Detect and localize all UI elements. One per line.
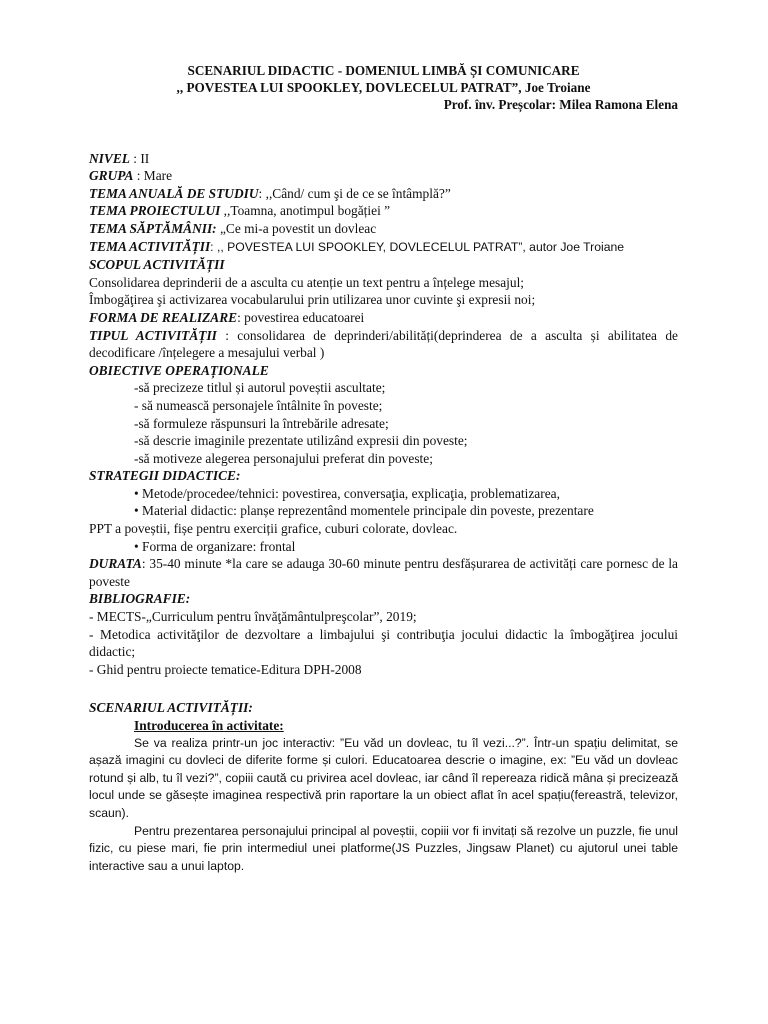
- field-label: FORMA DE REALIZARE: [89, 309, 238, 325]
- field-value: : ,, POVESTEA LUI SPOOKLEY, DOVLECELUL PATRAT”, autor Joe Troiane: [210, 239, 625, 254]
- field-value: ,,Toamna, anotimpul bogăției ”: [220, 203, 391, 219]
- strategii-item: • Metode/procedee/tehnici: povestirea, conversaţia, explicaţia, problematizarea,: [134, 485, 560, 501]
- strategii-item: • Material didactic: planșe reprezentând momentele principale din poveste, prezentare: [134, 503, 594, 519]
- strategii-heading: STRATEGII DIDACTICE:: [89, 468, 241, 484]
- obiectiv-item: - să numească personajele întâlnite în poveste;: [134, 397, 383, 413]
- document-title: SCENARIUL DIDACTIC - DOMENIUL LIMBĂ ȘI COMUNICARE: [187, 63, 580, 78]
- obiectiv-item: -să precizeze titlul și autorul poveștii ascultate;: [134, 380, 386, 396]
- strategii-item: • Forma de organizare: frontal: [134, 538, 296, 554]
- document-body: [89, 62, 678, 875]
- field-value: „Ce mi-a povestit un dovleac: [216, 220, 377, 236]
- obiectiv-item: -să motiveze alegerea personajului preferat din poveste;: [134, 450, 433, 466]
- obiectiv-item: -să descrie imaginile prezentate utilizând expresii din poveste;: [134, 433, 468, 449]
- scenariu-subheading: Introducerea în activitate:: [134, 718, 284, 734]
- field-nivel: [89, 150, 678, 168]
- field-value: : Mare: [133, 168, 173, 184]
- bibliografie-item: - MECTS-„Curriculum pentru învăţământulpreşcolar”, 2019;: [89, 609, 417, 625]
- field-tema-saptamanii: [89, 220, 678, 238]
- field-forma: [89, 309, 678, 327]
- field-durata: [89, 555, 678, 590]
- bibliografie-heading: BIBLIOGRAFIE:: [89, 591, 191, 607]
- field-tema-proiect: [89, 202, 678, 220]
- field-label: TEMA SĂPTĂMÂNII:: [89, 220, 217, 236]
- field-label: GRUPA: [89, 168, 134, 184]
- strategii-item-cont: PPT a poveștii, fișe pentru exerciții grafice, cuburi colorate, dovleac.: [89, 521, 458, 537]
- obiectiv-item: -să formuleze răspunsuri la întrebările adresate;: [134, 415, 389, 431]
- field-tema-activitatii: [89, 238, 678, 257]
- scenariu-paragraph: Se va realiza printr-un joc interactiv: ”Eu văd un dovleac, tu îl vezi...?”. Într-un spațiu delimitat, se așază imagini cu dovleci de diferite forme și culori. Educatoarea descrie o imagine, ex: ”Eu văd un dovleac rotund și alb, tu îl vezi?”, copiii caută cu privirea acel dovleac, iar când îl repereaza ridică mâna și precizează locul unde se găsește imaginea respectivă prin raportare la un obiect aflat în acel spațiu(fereastră, televizor, scaun).: [89, 735, 678, 820]
- obiective-heading: OBIECTIVE OPERAȚIONALE: [89, 362, 269, 378]
- field-value: : consolidarea de deprinderi/abilități(deprinderea de a asculta și abilitatea de decodificare /înțelegere a mesajului verbal ): [89, 327, 678, 361]
- field-value: : ,,Când/ cum şi de ce se întâmplă?”: [258, 185, 451, 201]
- field-value: : II: [129, 150, 150, 166]
- spacer: [89, 678, 678, 699]
- author-line: Prof. înv. Preșcolar: Milea Ramona Elena: [443, 97, 678, 113]
- field-tema-anuala: [89, 185, 678, 203]
- field-label: NIVEL: [89, 150, 130, 166]
- field-label: TIPUL ACTIVITĂȚII: [89, 327, 217, 343]
- field-label: DURATA: [89, 556, 142, 572]
- spacer: [89, 114, 678, 150]
- bibliografie-item: - Ghid pentru proiecte tematice-Editura DPH-2008: [89, 661, 362, 677]
- scop-line: Îmbogăţirea şi activizarea vocabularului prin utilizarea unor cuvinte şi expresii noi;: [89, 292, 536, 308]
- field-tipul: [89, 327, 678, 362]
- scop-line: Consolidarea deprinderii de a asculta cu atenție un text pentru a înțelege mesajul;: [89, 274, 525, 290]
- field-label: TEMA PROIECTULUI: [89, 203, 221, 219]
- field-grupa: [89, 167, 678, 185]
- story-title: ,, POVESTEA LUI SPOOKLEY, DOVLECELUL PATRAT”, Joe Troiane: [176, 80, 591, 96]
- scenariu-paragraph: Pentru prezentarea personajului principal al poveștii, copiii vor fi invitați să rezolve un puzzle, fie unul fizic, cu piese mari, fie prin intermediul unei platforme(JS Puzzles, Jingsaw Planet) cu ajutorul unei table interactive sau a unui laptop.: [89, 823, 678, 873]
- field-value: : povestirea educatoarei: [237, 309, 365, 325]
- scenariu-heading: SCENARIUL ACTIVITĂȚII:: [89, 700, 253, 716]
- bibliografie-item: - Metodica activităţilor de dezvoltare a limbajului şi contribuţia jocului didactic la îmbogăţirea jocului didactic;: [89, 626, 678, 660]
- field-label: TEMA ACTIVITĂȚII: [89, 238, 211, 254]
- field-value: : 35-40 minute *la care se adauga 30-60 minute pentru desfășurarea de activități care pornesc de la poveste: [89, 556, 678, 589]
- scop-heading: SCOPUL ACTIVITĂȚII: [89, 257, 225, 273]
- field-label: TEMA ANUALĂ DE STUDIU: [89, 185, 259, 201]
